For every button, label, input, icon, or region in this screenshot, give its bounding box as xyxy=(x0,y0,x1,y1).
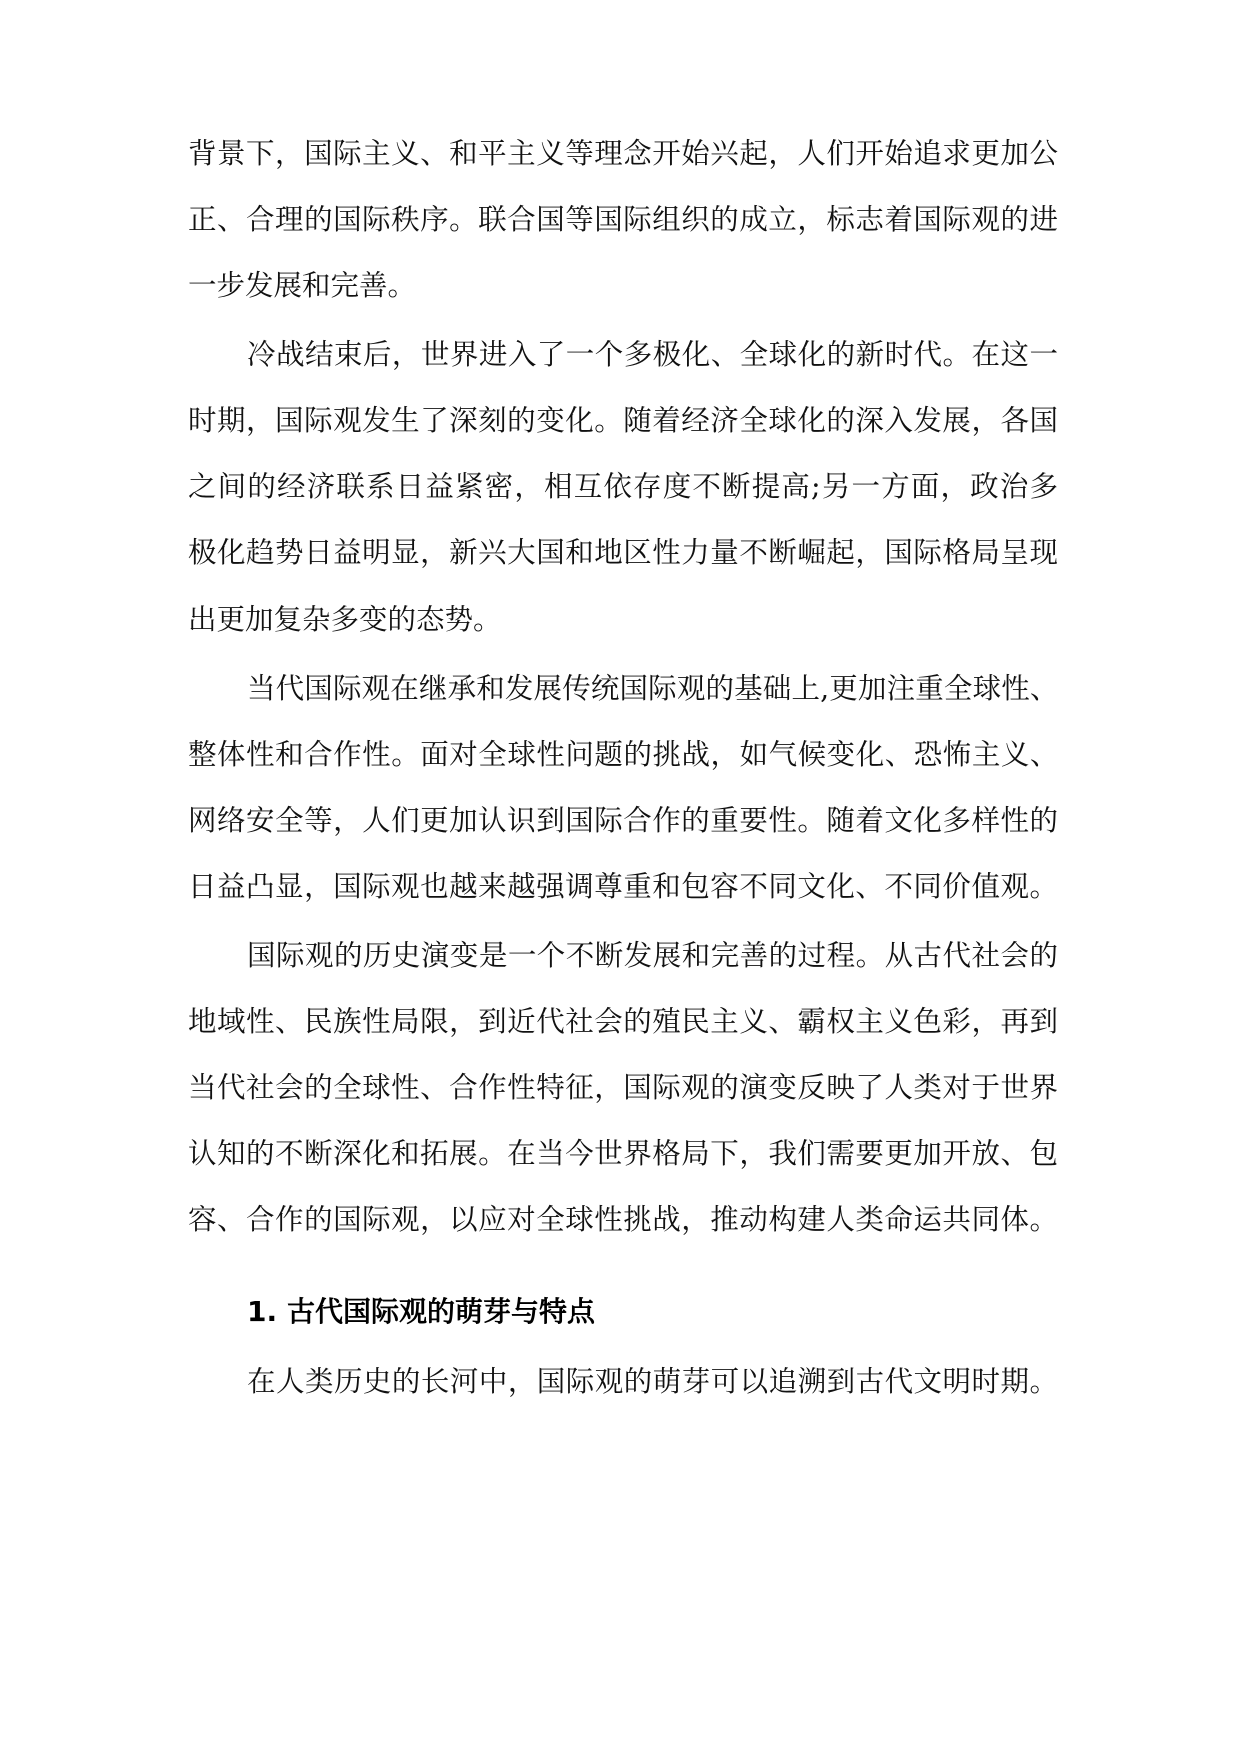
text-line: 极化趋势日益明显，新兴大国和地区性力量不断崛起，国际格局呈现 xyxy=(188,536,1058,569)
text-line: 当代国际观在继承和发展传统国际观的基础上,更加注重全球性、 xyxy=(247,672,1058,705)
text-line: 在人类历史的长河中，国际观的萌芽可以追溯到古代文明时期。 xyxy=(247,1365,1058,1398)
section-title: 古代国际观的萌芽与特点 xyxy=(287,1295,596,1328)
text-line: 容、合作的国际观，以应对全球性挑战，推动构建人类命运共同体。 xyxy=(188,1203,1058,1236)
text-line: 之间的经济联系日益紧密，相互依存度不断提高;另一方面，政治多 xyxy=(188,470,1058,503)
text-line: 冷战结束后，世界进入了一个多极化、全球化的新时代。在这一 xyxy=(247,338,1058,371)
section-heading xyxy=(247,1292,1058,1332)
text-line: 日益凸显，国际观也越来越强调尊重和包容不同文化、不同价值观。 xyxy=(188,870,1058,903)
text-line: 时期，国际观发生了深刻的变化。随着经济全球化的深入发展，各国 xyxy=(188,404,1058,437)
text-line: 当代社会的全球性、合作性特征，国际观的演变反映了人类对于世界 xyxy=(188,1071,1058,1104)
section-number: 1. xyxy=(247,1295,278,1328)
text-line: 一步发展和完善。 xyxy=(188,269,417,302)
text-line: 整体性和合作性。面对全球性问题的挑战，如气候变化、恐怖主义、 xyxy=(188,738,1058,771)
text-line: 国际观的历史演变是一个不断发展和完善的过程。从古代社会的 xyxy=(247,939,1058,972)
text-line: 地域性、民族性局限，到近代社会的殖民主义、霸权主义色彩，再到 xyxy=(188,1005,1058,1038)
text-line: 正、合理的国际秩序。联合国等国际组织的成立，标志着国际观的进 xyxy=(188,203,1058,236)
text-line: 认知的不断深化和拓展。在当今世界格局下，我们需要更加开放、包 xyxy=(188,1137,1058,1170)
text-line: 网络安全等，人们更加认识到国际合作的重要性。随着文化多样性的 xyxy=(188,804,1058,837)
text-line: 背景下，国际主义、和平主义等理念开始兴起，人们开始追求更加公 xyxy=(188,137,1058,170)
text-line: 出更加复杂多变的态势。 xyxy=(188,603,502,636)
